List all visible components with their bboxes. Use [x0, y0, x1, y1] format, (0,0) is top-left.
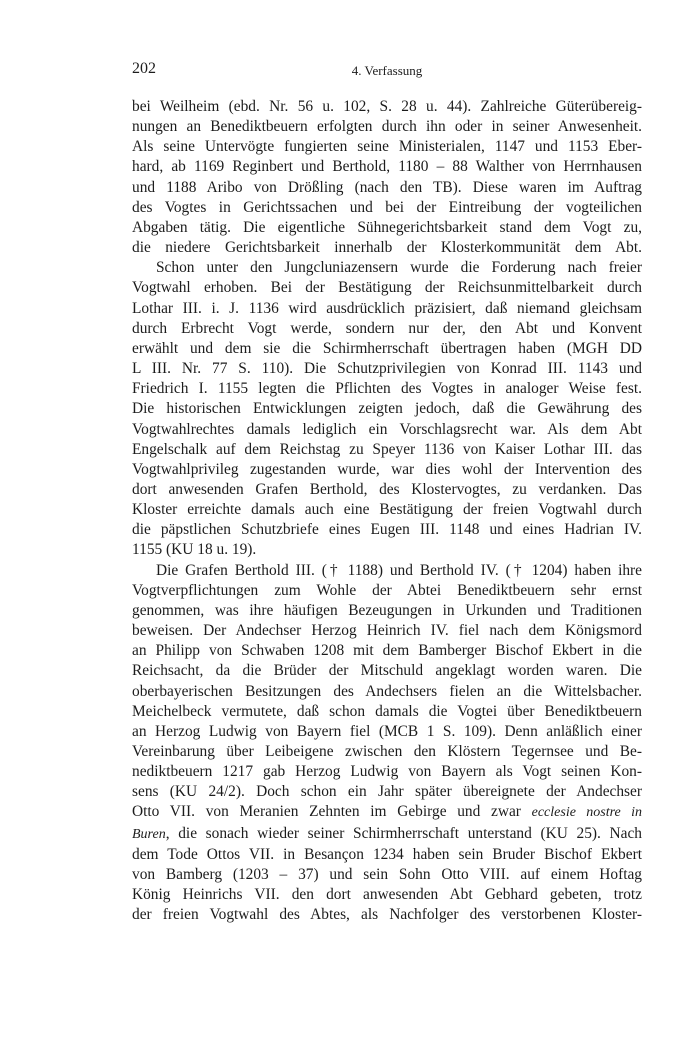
text-line: Vogtverpflichtungen zum Wohle der Abtei Benediktbeuern sehr ernst — [132, 581, 642, 599]
text-line: sens (KU 24/2). Doch schon ein Jahr später übereignete der Andechser — [132, 783, 642, 801]
text-line: Abgaben tätig. Die eigentliche Sühnegerichtsbarkeit stand dem Vogt zu, — [132, 218, 642, 236]
page-header — [132, 60, 642, 82]
text-line: König Heinrichs VII. den dort anwesenden Abt Gebhard gebeten, trotz — [132, 886, 642, 904]
text-line: beweisen. Der Andechser Herzog Heinrich IV. fiel nach dem Königsmord — [132, 622, 642, 640]
text-line: Friedrich I. 1155 legten die Pflichten des Vogtes in analoger Weise fest. — [132, 380, 642, 398]
page-number: 202 — [132, 60, 156, 77]
text-line: genommen, was ihre häufigen Bezeugungen in Urkunden und Traditionen — [132, 601, 642, 619]
text-line: an Herzog Ludwig von Bayern fiel (MCB 1 S. 109). Denn anläßlich einer — [132, 722, 642, 740]
text-line: Vogtwahlrechtes damals lediglich ein Vorschlagsrecht war. Als dem Abt — [132, 420, 642, 438]
text-line: die päpstlichen Schutzbriefe eines Eugen III. 1148 und eines Hadrian IV. — [132, 521, 642, 539]
text-line: Otto VII. von Meranien Zehnten im Gebirge und zwar ecclesie nostre in — [132, 803, 642, 821]
text-line: an Philipp von Schwaben 1208 mit dem Bamberger Bischof Ekbert in die — [132, 642, 642, 660]
text-line: Vogtwahl erhoben. Bei der Bestätigung der Reichsunmittelbarkeit durch — [132, 279, 642, 297]
text-line: nediktbeuern 1217 gab Herzog Ludwig von Bayern als Vogt seinen Kon- — [132, 763, 642, 781]
text-line: der freien Vogtwahl des Abtes, als Nachfolger des verstorbenen Kloster- — [132, 906, 642, 924]
text-line: hard, ab 1169 Reginbert und Berthold, 1180 – 88 Walther von Herrnhausen — [132, 158, 642, 176]
text-line: Kloster erreichte damals auch eine Bestätigung der freien Vogtwahl durch — [132, 501, 642, 519]
text-line: die niedere Gerichtsbarkeit innerhalb der Klosterkommunität dem Abt. — [132, 239, 642, 257]
text-line: Reichsacht, da die Brüder der Mitschuld angeklagt worden waren. Die — [132, 662, 642, 680]
text-line: von Bamberg (1203 – 37) und sein Sohn Otto VIII. auf einem Hoftag — [132, 865, 642, 883]
text-line: L III. Nr. 77 S. 110). Die Schutzprivilegien von Konrad III. 1143 und — [132, 360, 642, 378]
text-line: Vereinbarung über Leibeigene zwischen den Klöstern Tegernsee und Be- — [132, 743, 642, 760]
paragraph — [132, 561, 642, 926]
text-line: Die historischen Entwicklungen zeigten jedoch, daß die Gewährung des — [132, 400, 642, 418]
text-line: 1155 (KU 18 u. 19). — [132, 541, 257, 559]
text-line: Die Grafen Berthold III. († 1188) und Berthold IV. († 1204) haben ihre — [156, 561, 642, 579]
text-line: und 1188 Aribo von Drößling (nach den TB). Diese waren im Auftrag — [132, 178, 642, 196]
text-line: Engelschalk auf dem Reichstag zu Speyer 1136 von Kaiser Lothar III. das — [132, 440, 642, 458]
paragraph — [132, 97, 642, 258]
text-line: dem Tode Ottos VII. in Besançon 1234 haben sein Bruder Bischof Ekbert — [132, 845, 642, 863]
text-line: Meichelbeck vermutete, daß schon damals die Vogtei über Benediktbeuern — [132, 702, 642, 720]
text-line: erwählt und dem sie die Schirmherrschaft übertragen haben (MGH DD — [132, 339, 642, 357]
text-line: bei Weilheim (ebd. Nr. 56 u. 102, S. 28 u. 44). Zahlreiche Güterübereig- — [132, 98, 642, 115]
text-line: Schon unter den Jungcluniazensern wurde die Forderung nach freier — [156, 259, 642, 277]
paragraph — [132, 258, 642, 560]
text-line: oberbayerischen Besitzungen des Andechsers fielen an die Wittelsbacher. — [132, 682, 642, 700]
text-line: Als seine Untervögte fungierten seine Ministerialen, 1147 und 1153 Eber- — [132, 138, 642, 156]
text-line: nungen an Benediktbeuern erfolgten durch ihn oder in seiner Anwesenheit. — [132, 118, 642, 136]
text-line: dort anwesenden Grafen Berthold, des Klostervogtes, zu verdanken. Das — [132, 480, 642, 498]
text-line: Buren, die sonach wieder seiner Schirmherrschaft unterstand (KU 25). Nach — [132, 824, 642, 842]
running-head: 4. Verfassung — [351, 63, 423, 78]
body-text — [132, 97, 642, 925]
text-line: durch Erbrecht Vogt werde, sondern nur der, den Abt und Konvent — [132, 319, 642, 337]
text-line: Vogtwahlprivileg zugestanden wurde, war dies wohl der Intervention des — [132, 460, 642, 478]
text-line: des Vogtes in Gerichtssachen und bei der Eintreibung der vogteilichen — [132, 198, 642, 216]
text-line: Lothar III. i. J. 1136 wird ausdrücklich präzisiert, daß niemand gleichsam — [132, 299, 642, 317]
